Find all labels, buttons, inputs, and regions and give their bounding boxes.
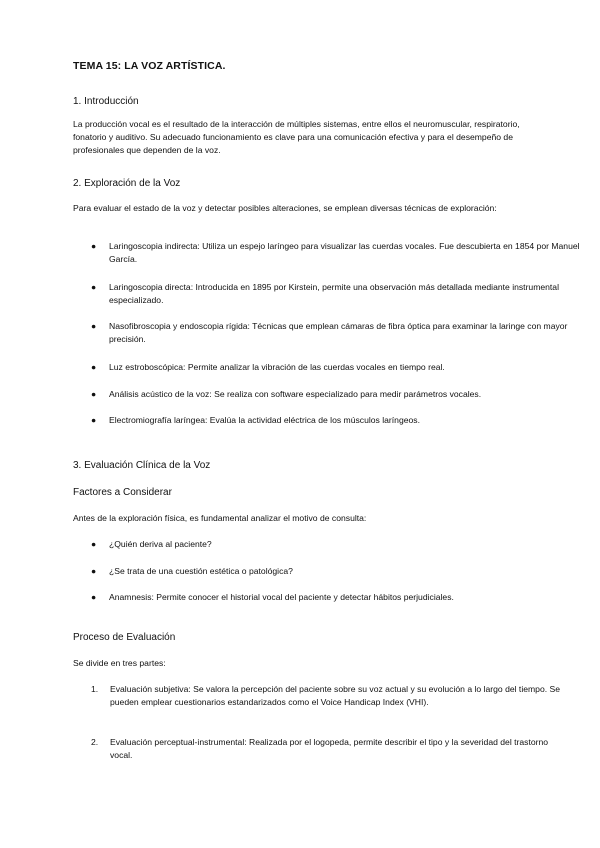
bullet-icon: ● bbox=[91, 592, 97, 602]
bullet-icon: ● bbox=[91, 389, 97, 399]
list-item-text: Electromiografía laríngea: Evalúa la actividad eléctrica de los músculos laríngeos. bbox=[109, 415, 420, 425]
ordered-list-item bbox=[91, 683, 561, 709]
list-item bbox=[91, 281, 586, 307]
list-item-text: Anamnesis: Permite conocer el historial vocal del paciente y detectar hábitos perjudiciales. bbox=[109, 592, 454, 602]
subheading-factores: Factores a Considerar bbox=[73, 487, 172, 498]
bullet-icon: ● bbox=[91, 282, 97, 292]
list-item-text: ¿Se trata de una cuestión estética o patológica? bbox=[109, 566, 293, 576]
ordered-item-text: Evaluación perceptual-instrumental: Realizada por el logopeda, permite describir el tipo y la severidad del trastorno vocal. bbox=[110, 737, 549, 761]
list-item-text: Laringoscopia indirecta: Utiliza un espejo laríngeo para visualizar las cuerdas vocales. Fue descubierta en 1854 por Manuel García. bbox=[109, 241, 580, 265]
bullet-icon: ● bbox=[91, 415, 97, 425]
section-heading-evaluacion-clinica: 3. Evaluación Clínica de la Voz bbox=[73, 460, 211, 471]
list-item bbox=[91, 591, 586, 604]
bullet-icon: ● bbox=[91, 539, 97, 549]
bullet-icon: ● bbox=[91, 566, 97, 576]
bullet-icon: ● bbox=[91, 362, 97, 372]
ordered-item-text: Evaluación subjetiva: Se valora la percepción del paciente sobre su voz actual y su evolución a lo largo del tiempo. Se pueden emplear cuestionarios estandarizados como el Voice Handicap Index (VHI). bbox=[110, 684, 561, 708]
factores-intro: Antes de la exploración física, es fundamental analizar el motivo de consulta: bbox=[73, 513, 367, 523]
bullet-icon: ● bbox=[91, 321, 97, 331]
section-heading-exploracion: 2. Exploración de la Voz bbox=[73, 178, 181, 189]
list-item-text: Análisis acústico de la voz: Se realiza con software especializado para medir parámetros vocales. bbox=[109, 389, 482, 399]
list-item bbox=[91, 538, 586, 551]
bullet-icon: ● bbox=[91, 241, 97, 251]
list-item bbox=[91, 240, 586, 266]
subheading-proceso: Proceso de Evaluación bbox=[73, 632, 176, 643]
proceso-intro: Se divide en tres partes: bbox=[73, 658, 166, 668]
document-title: TEMA 15: LA VOZ ARTÍSTICA. bbox=[73, 60, 226, 72]
list-item-text: Nasofibroscopia y endoscopia rígida: Técnicas que emplean cámaras de fibra óptica para examinar la laringe con mayor precisión. bbox=[109, 321, 568, 345]
list-item-text: ¿Quién deriva al paciente? bbox=[109, 539, 212, 549]
list-item bbox=[91, 388, 586, 401]
list-number: 2. bbox=[91, 737, 99, 747]
list-item bbox=[91, 414, 586, 427]
list-item bbox=[91, 320, 586, 346]
list-item bbox=[91, 361, 586, 374]
intro-paragraph: La producción vocal es el resultado de la interacción de múltiples sistemas, entre ellos el neuromuscular, respiratorio, fonatorio y auditivo. Su adecuado funcionamiento es clave para una comunicación efectiva y para el desempeño de profesionales que dependen de la voz. bbox=[73, 119, 520, 156]
section-heading-introduccion: 1. Introducción bbox=[73, 96, 139, 107]
exploracion-intro: Para evaluar el estado de la voz y detectar posibles alteraciones, se emplean diversas técnicas de exploración: bbox=[73, 203, 497, 213]
list-item-text: Laringoscopia directa: Introducida en 1895 por Kirstein, permite una observación más detallada mediante instrumental especializado. bbox=[109, 282, 560, 306]
list-number: 1. bbox=[91, 684, 99, 694]
list-item bbox=[91, 565, 586, 578]
list-item-text: Luz estroboscópica: Permite analizar la vibración de las cuerdas vocales en tiempo real. bbox=[109, 362, 445, 372]
ordered-list-item bbox=[91, 736, 561, 762]
